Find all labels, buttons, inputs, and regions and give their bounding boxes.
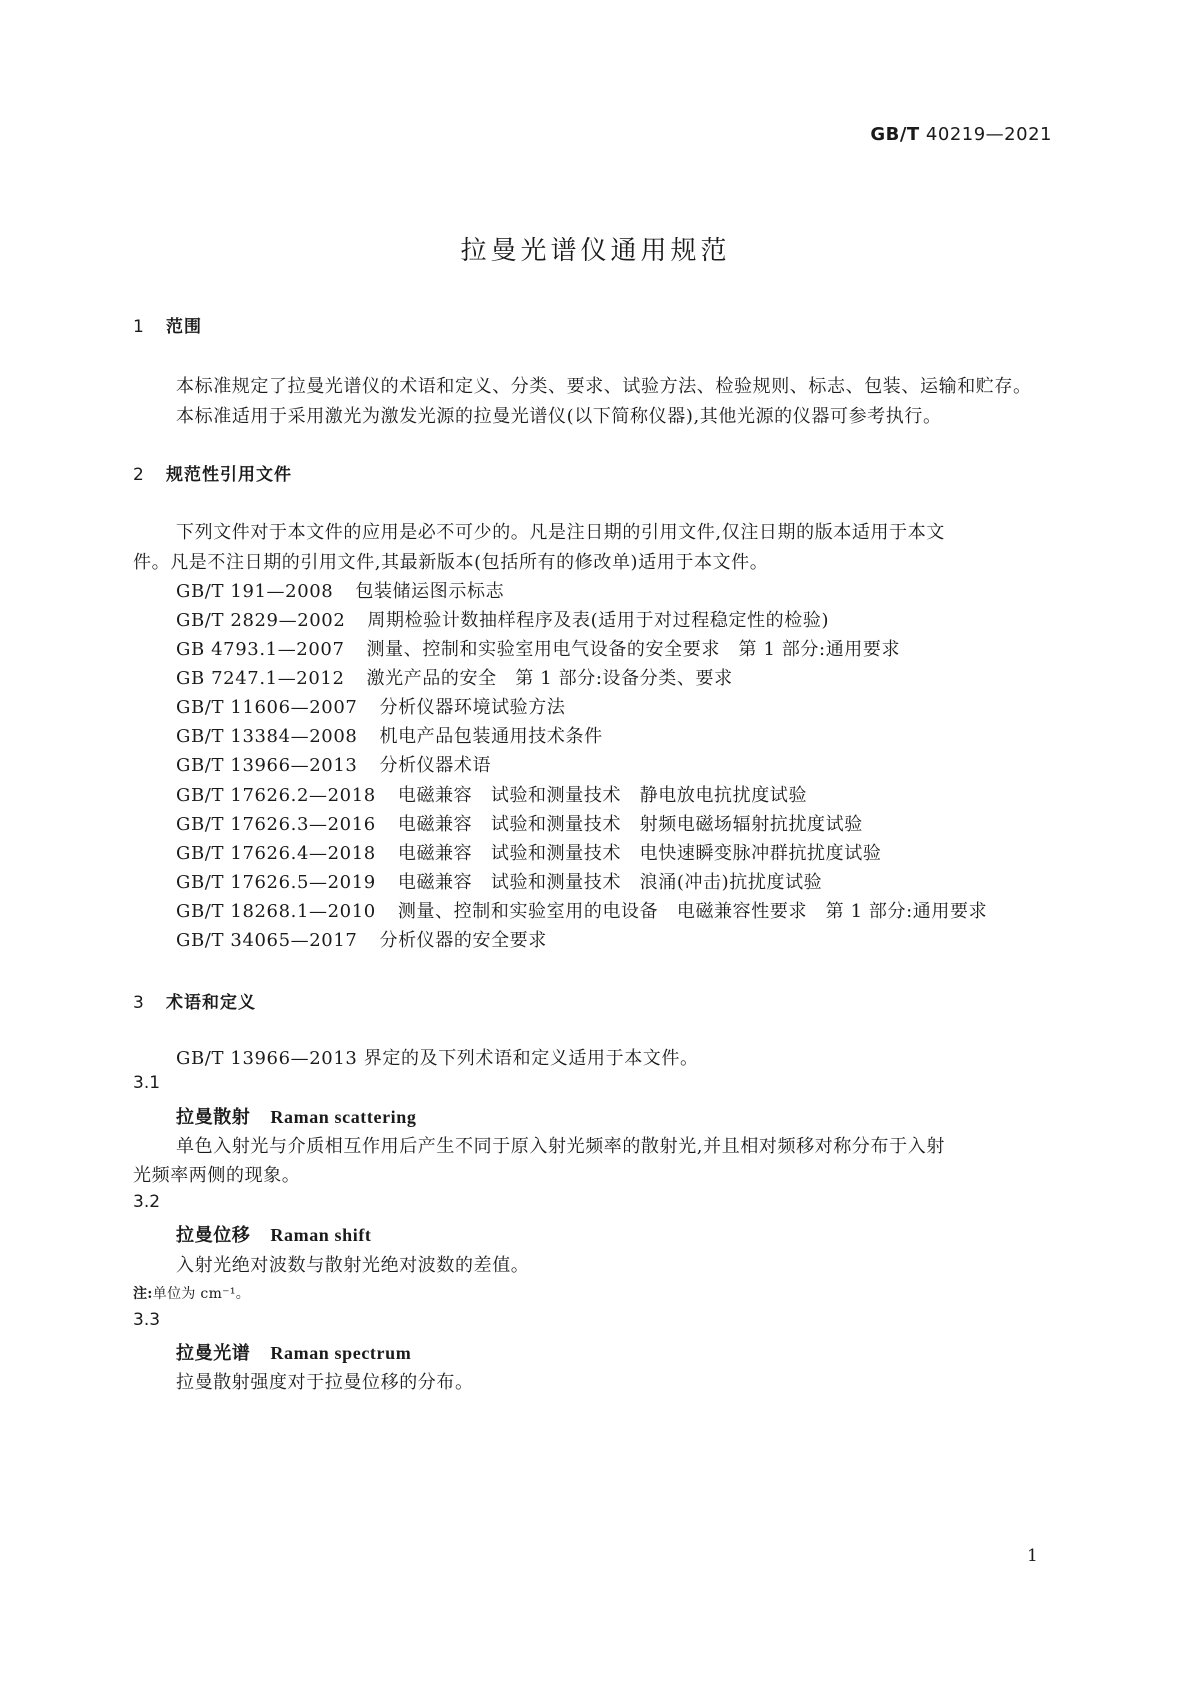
terms-intro: GB/T 13966—2013 界定的及下列术语和定义适用于本文件。 — [176, 1048, 699, 1069]
note-text: 单位为 cm⁻¹。 — [152, 1286, 251, 1302]
term-number: 3.1 — [133, 1073, 161, 1093]
page-number: 1 — [1027, 1546, 1038, 1566]
reference-code: GB/T 2829—2002 — [176, 610, 346, 631]
section-1-number: 1 — [133, 317, 145, 337]
term-heading — [176, 1339, 411, 1365]
section-3-heading — [133, 988, 256, 1013]
reference-title: 分析仪器环境试验方法 — [379, 697, 566, 718]
scope-paragraph-2: 本标准适用于采用激光为激发光源的拉曼光谱仪(以下简称仪器),其他光源的仪器可参考执行。 — [176, 406, 942, 427]
term-number: 3.2 — [133, 1192, 161, 1212]
reference-title: 电磁兼容 试验和测量技术 静电放电抗扰度试验 — [397, 785, 808, 806]
reference-code: GB/T 17626.2—2018 — [176, 785, 376, 806]
reference-code: GB/T 13966—2013 — [176, 755, 358, 776]
reference-title: 测量、控制和实验室用电气设备的安全要求 第 1 部分:通用要求 — [366, 639, 901, 660]
reference-title: 激光产品的安全 第 1 部分:设备分类、要求 — [366, 668, 733, 689]
reference-code: GB/T 17626.4—2018 — [176, 843, 376, 864]
reference-item — [176, 781, 807, 807]
reference-title: 电磁兼容 试验和测量技术 浪涌(冲击)抗扰度试验 — [397, 872, 823, 893]
term-en: Raman spectrum — [270, 1343, 412, 1363]
reference-title: 分析仪器术语 — [379, 755, 492, 776]
term-zh: 拉曼光谱 — [176, 1343, 251, 1364]
reference-title: 电磁兼容 试验和测量技术 电快速瞬变脉冲群抗扰度试验 — [397, 843, 882, 864]
term-heading — [176, 1221, 372, 1247]
scope-paragraph-1: 本标准规定了拉曼光谱仪的术语和定义、分类、要求、试验方法、检验规则、标志、包装、运输和贮存。 — [176, 376, 1032, 397]
term-zh: 拉曼位移 — [176, 1225, 251, 1246]
term-definition: 拉曼散射强度对于拉曼位移的分布。 — [176, 1372, 474, 1393]
reference-item — [176, 722, 603, 748]
reference-code: GB/T 34065—2017 — [176, 930, 358, 951]
term-definition-cont: 光频率两侧的现象。 — [133, 1165, 301, 1186]
reference-item — [176, 868, 822, 894]
section-2-number: 2 — [133, 465, 145, 485]
section-3-title: 术语和定义 — [166, 993, 256, 1013]
reference-code: GB 7247.1—2012 — [176, 668, 345, 689]
reference-code: GB/T 13384—2008 — [176, 726, 358, 747]
reference-item — [176, 751, 491, 777]
term-heading — [176, 1103, 416, 1129]
reference-item — [176, 606, 829, 632]
standard-year: 40219—2021 — [925, 124, 1052, 145]
reference-code: GB/T 11606—2007 — [176, 697, 358, 718]
reference-code: GB/T 17626.5—2019 — [176, 872, 376, 893]
section-2-heading — [133, 460, 292, 485]
note-label: 注: — [133, 1286, 153, 1302]
standard-number — [820, 124, 1052, 145]
reference-code: GB/T 191—2008 — [176, 581, 334, 602]
standard-code: GB/T — [870, 124, 920, 145]
term-note — [133, 1283, 250, 1303]
document-title: 拉曼光谱仪通用规范 — [460, 236, 731, 266]
reference-title: 分析仪器的安全要求 — [379, 930, 547, 951]
reference-title: 电磁兼容 试验和测量技术 射频电磁场辐射抗扰度试验 — [397, 814, 863, 835]
references-intro-line-2: 件。凡是不注日期的引用文件,其最新版本(包括所有的修改单)适用于本文件。 — [133, 552, 769, 573]
reference-item — [176, 577, 504, 603]
reference-item — [176, 693, 565, 719]
reference-code: GB/T 18268.1—2010 — [176, 901, 376, 922]
term-en: Raman scattering — [270, 1107, 417, 1127]
term-zh: 拉曼散射 — [176, 1107, 251, 1128]
section-1-title: 范围 — [166, 317, 202, 337]
reference-item — [176, 839, 881, 865]
reference-item — [176, 664, 733, 690]
reference-item — [176, 810, 863, 836]
reference-code: GB 4793.1—2007 — [176, 639, 345, 660]
section-3-number: 3 — [133, 993, 145, 1013]
reference-item — [176, 926, 547, 952]
term-definition: 单色入射光与介质相互作用后产生不同于原入射光频率的散射光,并且相对频移对称分布于入射 — [176, 1136, 945, 1157]
reference-code: GB/T 17626.3—2016 — [176, 814, 376, 835]
reference-item — [176, 897, 987, 923]
section-1-heading — [133, 312, 202, 337]
reference-title: 机电产品包装通用技术条件 — [379, 726, 603, 747]
reference-item — [176, 635, 900, 661]
term-number: 3.3 — [133, 1310, 161, 1330]
reference-title: 周期检验计数抽样程序及表(适用于对过程稳定性的检验) — [367, 610, 830, 631]
reference-title: 包装储运图示标志 — [355, 581, 505, 602]
section-2-title: 规范性引用文件 — [166, 465, 292, 485]
term-en: Raman shift — [270, 1225, 372, 1245]
reference-title: 测量、控制和实验室用的电设备 电磁兼容性要求 第 1 部分:通用要求 — [397, 901, 988, 922]
term-definition: 入射光绝对波数与散射光绝对波数的差值。 — [176, 1255, 530, 1276]
references-intro-line-1: 下列文件对于本文件的应用是必不可少的。凡是注日期的引用文件,仅注日期的版本适用于本文 — [176, 522, 945, 543]
